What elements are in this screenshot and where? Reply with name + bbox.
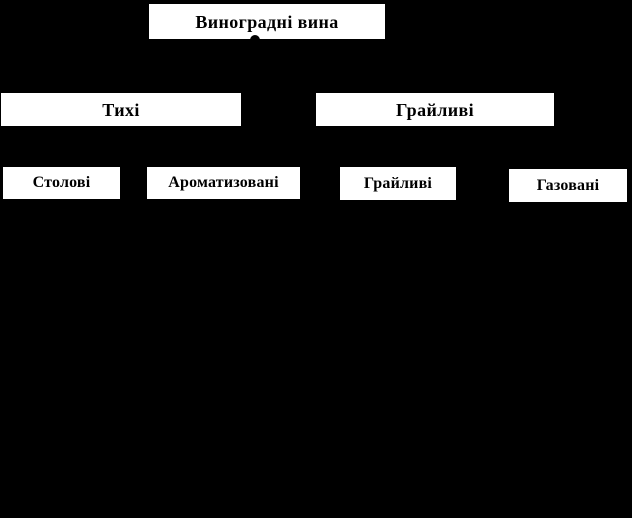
- node-aromatyzovani: [146, 166, 301, 200]
- node-hraylyvi-2: [339, 166, 457, 201]
- node-aromatyzovani-label: Ароматизовані: [168, 174, 279, 191]
- node-hazovani: [508, 168, 628, 203]
- node-hraylyvi-2-label: Грайливі: [363, 174, 433, 192]
- node-tykhi: [0, 92, 242, 127]
- node-vynohradni-vyna: [148, 3, 386, 40]
- node-vynohradni-vyna-label: Виноградні вина: [195, 11, 339, 32]
- node-hraylyvi: [315, 92, 555, 127]
- connector-arrowhead-icon: [250, 35, 260, 40]
- node-stolovi: [2, 166, 121, 200]
- node-tykhi-label: Тихі: [102, 99, 140, 120]
- node-hraylyvi-label: Грайливі: [395, 99, 475, 120]
- node-stolovi-label: Столові: [32, 174, 91, 191]
- node-hazovani-label: Газовані: [536, 176, 600, 194]
